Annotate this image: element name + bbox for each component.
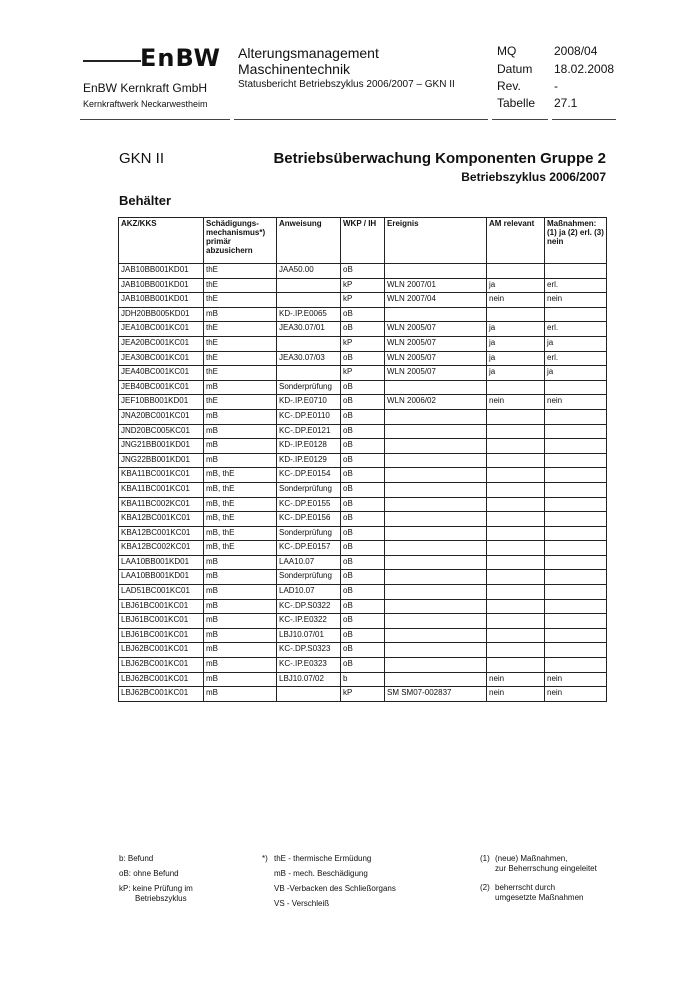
legend-befund: b: Befund [119,854,154,863]
col-header-wkp: WKP / IH [341,218,385,264]
cell-measures [545,658,607,673]
table-row [119,322,607,337]
cell-akz: JEA40BC001KC01 [119,366,204,381]
cell-mechanism: thE [204,395,277,410]
cell-event: WLN 2005/07 [385,322,487,337]
cell-mechanism: mB, thE [204,541,277,556]
legend-the: thE - thermische Ermüdung [274,854,372,863]
cell-akz: LBJ62BC001KC01 [119,687,204,702]
cell-event [385,643,487,658]
table-row [119,293,607,308]
meta-label-rev: Rev. [497,79,521,93]
cell-instruction: KC-.DP.S0322 [277,599,341,614]
cell-mechanism: mB, thE [204,526,277,541]
cell-mechanism: mB [204,380,277,395]
cell-akz: LAA10BB001KD01 [119,570,204,585]
table-row [119,380,607,395]
cell-mechanism: mB [204,585,277,600]
cell-akz: LBJ62BC001KC01 [119,643,204,658]
cell-wkp: oB [341,541,385,556]
table-row [119,497,607,512]
legend-measure-1-line1: (neue) Maßnahmen, [495,854,568,863]
cell-measures: ja [545,336,607,351]
table-row [119,555,607,570]
cell-wkp: b [341,672,385,687]
cell-akz: JAB10BB001KD01 [119,293,204,308]
meta-value-mq: 2008/04 [554,44,598,58]
cell-event [385,570,487,585]
legend-measure-1-num: (1) [480,854,490,863]
cell-akz: LBJ62BC001KC01 [119,672,204,687]
table-row [119,541,607,556]
cell-am-relevant [487,439,545,454]
doc-title-line1: Alterungsmanagement [238,45,379,61]
cell-instruction [277,687,341,702]
cell-instruction: Sonderprüfung [277,570,341,585]
cell-am-relevant [487,264,545,279]
cell-mechanism: mB [204,424,277,439]
cell-am-relevant [487,643,545,658]
table-row [119,614,607,629]
cell-wkp: oB [341,453,385,468]
cell-am-relevant [487,497,545,512]
cell-event [385,658,487,673]
cell-mechanism: thE [204,351,277,366]
cell-event [385,497,487,512]
table-row [119,672,607,687]
legend-measure-2-line2: umgesetzte Maßnahmen [495,893,584,902]
cell-am-relevant [487,512,545,527]
cell-event [385,672,487,687]
cell-am-relevant: ja [487,322,545,337]
cell-mechanism: mB [204,672,277,687]
cell-instruction [277,293,341,308]
cell-mechanism: mB [204,307,277,322]
cell-wkp: oB [341,643,385,658]
cell-instruction: KC-.DP.E0156 [277,512,341,527]
cell-event: SM SM07-002837 [385,687,487,702]
header-rule-left [80,119,230,120]
cell-wkp: kP [341,366,385,381]
cell-wkp: oB [341,264,385,279]
table-row [119,599,607,614]
cell-am-relevant: nein [487,293,545,308]
cell-instruction: JEA30.07/03 [277,351,341,366]
header-rule-mid [234,119,488,120]
table-row [119,336,607,351]
table-row [119,366,607,381]
cell-mechanism: thE [204,336,277,351]
cell-instruction: JEA30.07/01 [277,322,341,337]
cell-measures [545,614,607,629]
meta-label-mq: MQ [497,44,517,58]
cell-mechanism: mB [204,439,277,454]
cell-event: WLN 2006/02 [385,395,487,410]
cell-instruction: KC-.IP.E0323 [277,658,341,673]
cell-mechanism: mB, thE [204,497,277,512]
cell-measures: nein [545,687,607,702]
table-row [119,468,607,483]
cell-wkp: oB [341,322,385,337]
legend-mb: mB - mech. Beschädigung [274,869,368,878]
cell-mechanism: mB, thE [204,468,277,483]
cell-mechanism: mB [204,658,277,673]
cell-akz: JND20BC005KC01 [119,424,204,439]
legend-measure-2-line1: beherrscht durch [495,883,556,892]
cell-instruction: KC-.DP.E0110 [277,409,341,424]
site-name: Kernkraftwerk Neckarwestheim [83,99,208,109]
cell-mechanism: mB, thE [204,512,277,527]
cell-instruction: KC-.DP.E0157 [277,541,341,556]
cell-am-relevant: nein [487,395,545,410]
cell-am-relevant [487,599,545,614]
cell-event [385,468,487,483]
cell-mechanism: mB [204,614,277,629]
col-header-measures: Maßnahmen: (1) ja (2) erl. (3) nein [545,218,607,264]
cell-mechanism: mB [204,687,277,702]
cell-instruction: LAD10.07 [277,585,341,600]
cell-measures [545,555,607,570]
meta-value-rev: - [554,79,558,93]
table-row [119,687,607,702]
header-rule-right2 [552,119,616,120]
meta-label-datum: Datum [497,62,533,76]
cell-measures [545,541,607,556]
cell-am-relevant [487,555,545,570]
table-row [119,264,607,279]
cell-measures [545,482,607,497]
cell-event [385,409,487,424]
header-rule-right1 [492,119,548,120]
table-row [119,395,607,410]
cell-event [385,439,487,454]
table-row [119,526,607,541]
cell-am-relevant [487,453,545,468]
cell-am-relevant [487,614,545,629]
cell-event [385,307,487,322]
legend-vb: VB -Verbacken des Schließorgans [274,884,396,893]
cell-measures [545,264,607,279]
meta-value-datum: 18.02.2008 [554,62,615,76]
legend-measure-1-line2: zur Beherrschung eingeleitet [495,864,597,873]
table-row [119,585,607,600]
cell-instruction: Sonderprüfung [277,380,341,395]
cell-instruction: LBJ10.07/02 [277,672,341,687]
cell-instruction: KC-.IP.E0322 [277,614,341,629]
cell-wkp: oB [341,555,385,570]
cell-wkp: kP [341,687,385,702]
cell-instruction: KD-.IP.E0065 [277,307,341,322]
cell-mechanism: thE [204,278,277,293]
cell-measures: nein [545,395,607,410]
cell-akz: JAB10BB001KD01 [119,278,204,293]
cell-wkp: oB [341,614,385,629]
table-row [119,570,607,585]
cell-akz: LBJ61BC001KC01 [119,628,204,643]
cell-measures [545,468,607,483]
cell-measures [545,380,607,395]
cell-event [385,380,487,395]
col-header-instruction: Anweisung [277,218,341,264]
cell-am-relevant [487,409,545,424]
cell-measures: nein [545,672,607,687]
cell-measures [545,497,607,512]
cell-wkp: oB [341,380,385,395]
cycle-label: Betriebszyklus 2006/2007 [461,170,606,184]
cell-measures [545,526,607,541]
table-row [119,409,607,424]
cell-wkp: oB [341,512,385,527]
table-row [119,453,607,468]
cell-instruction: KD-.IP.E0129 [277,453,341,468]
enbw-logo: EnBW [140,44,221,72]
doc-subtitle: Statusbericht Betriebszyklus 2006/2007 – GKN II [238,79,455,90]
cell-akz: KBA12BC001KC01 [119,512,204,527]
table-row [119,307,607,322]
table-row [119,351,607,366]
legend-vs: VS - Verschleiß [274,899,330,908]
cell-akz: LAD51BC001KC01 [119,585,204,600]
cell-am-relevant [487,468,545,483]
cell-am-relevant: nein [487,672,545,687]
cell-am-relevant: ja [487,278,545,293]
unit-label: GKN II [119,150,165,167]
table-row [119,658,607,673]
cell-measures: erl. [545,322,607,337]
cell-mechanism: thE [204,264,277,279]
cell-akz: JEA20BC001KC01 [119,336,204,351]
legend-keine-pruefung: kP: keine Prüfung im [119,884,193,893]
cell-event: WLN 2005/07 [385,351,487,366]
cell-akz: JNG21BB001KD01 [119,439,204,454]
cell-akz: KBA11BC001KC01 [119,468,204,483]
cell-akz: JEB40BC001KC01 [119,380,204,395]
cell-event [385,614,487,629]
cell-mechanism: mB [204,628,277,643]
cell-instruction: KC-.DP.E0154 [277,468,341,483]
components-table [118,217,607,702]
legend-measure-2-num: (2) [480,883,490,892]
cell-akz: LAA10BB001KD01 [119,555,204,570]
cell-mechanism: thE [204,322,277,337]
cell-wkp: oB [341,599,385,614]
cell-wkp: oB [341,628,385,643]
cell-measures [545,628,607,643]
cell-akz: JNG22BB001KD01 [119,453,204,468]
cell-akz: JDH20BB005KD01 [119,307,204,322]
cell-mechanism: mB [204,453,277,468]
cell-instruction: LBJ10.07/01 [277,628,341,643]
company-name: EnBW Kernkraft GmbH [83,81,208,95]
cell-am-relevant [487,628,545,643]
cell-mechanism: thE [204,366,277,381]
cell-measures: erl. [545,351,607,366]
cell-event: WLN 2005/07 [385,366,487,381]
cell-akz: KBA12BC001KC01 [119,526,204,541]
cell-am-relevant: ja [487,366,545,381]
cell-am-relevant: nein [487,687,545,702]
cell-akz: KBA11BC001KC01 [119,482,204,497]
cell-akz: JNA20BC001KC01 [119,409,204,424]
cell-wkp: oB [341,585,385,600]
table-row [119,482,607,497]
cell-am-relevant: ja [487,336,545,351]
cell-instruction [277,336,341,351]
cell-am-relevant [487,380,545,395]
table-row [119,628,607,643]
cell-akz: KBA11BC002KC01 [119,497,204,512]
cell-wkp: oB [341,409,385,424]
table-row [119,439,607,454]
col-header-event: Ereignis [385,218,487,264]
cell-event [385,541,487,556]
cell-wkp: kP [341,293,385,308]
cell-measures [545,439,607,454]
cell-am-relevant: ja [487,351,545,366]
cell-mechanism: mB [204,570,277,585]
cell-measures [545,643,607,658]
cell-instruction: KC-.DP.S0323 [277,643,341,658]
cell-mechanism: mB [204,409,277,424]
table-row [119,278,607,293]
cell-akz: JEF10BB001KD01 [119,395,204,410]
page-title: Betriebsüberwachung Komponenten Gruppe 2 [273,150,606,167]
cell-event [385,555,487,570]
logo-bar [83,60,141,62]
cell-am-relevant [487,570,545,585]
cell-akz: LBJ61BC001KC01 [119,614,204,629]
cell-measures [545,307,607,322]
cell-wkp: oB [341,658,385,673]
cell-event: WLN 2007/04 [385,293,487,308]
cell-measures [545,570,607,585]
cell-event: WLN 2007/01 [385,278,487,293]
cell-wkp: oB [341,468,385,483]
cell-event [385,512,487,527]
cell-wkp: oB [341,351,385,366]
cell-wkp: kP [341,336,385,351]
cell-event [385,628,487,643]
cell-measures [545,409,607,424]
cell-instruction: KD-.IP.E0710 [277,395,341,410]
col-header-mechanism: Schädigungs-mechanismus*) primär abzusichern [204,218,277,264]
meta-label-tabelle: Tabelle [497,96,536,110]
cell-instruction: KC-.DP.E0121 [277,424,341,439]
cell-instruction [277,366,341,381]
cell-mechanism: thE [204,293,277,308]
cell-am-relevant [487,424,545,439]
legend-footnote-marker: *) [262,854,268,863]
cell-wkp: oB [341,307,385,322]
cell-wkp: oB [341,395,385,410]
section-heading: Behälter [119,193,172,208]
cell-am-relevant [487,585,545,600]
cell-event [385,526,487,541]
table-body [119,264,607,702]
cell-measures: ja [545,366,607,381]
cell-wkp: oB [341,570,385,585]
meta-value-tabelle: 27.1 [554,96,578,110]
cell-akz: KBA12BC002KC01 [119,541,204,556]
legend-keine-pruefung-cont: Betriebszyklus [135,894,187,903]
cell-event [385,599,487,614]
cell-am-relevant [487,658,545,673]
cell-mechanism: mB, thE [204,482,277,497]
cell-measures [545,512,607,527]
table-row [119,643,607,658]
cell-am-relevant [487,526,545,541]
cell-instruction: KC-.DP.E0155 [277,497,341,512]
cell-mechanism: mB [204,643,277,658]
cell-event [385,585,487,600]
table-row [119,512,607,527]
table-header-row [119,218,607,264]
cell-akz: JEA30BC001KC01 [119,351,204,366]
cell-measures [545,585,607,600]
cell-instruction [277,278,341,293]
cell-wkp: kP [341,278,385,293]
cell-instruction: JAA50.00 [277,264,341,279]
cell-measures: erl. [545,278,607,293]
cell-event [385,264,487,279]
cell-instruction: Sonderprüfung [277,482,341,497]
cell-instruction: Sonderprüfung [277,526,341,541]
cell-wkp: oB [341,497,385,512]
cell-akz: JEA10BC001KC01 [119,322,204,337]
cell-akz: LBJ61BC001KC01 [119,599,204,614]
cell-am-relevant [487,482,545,497]
cell-instruction: KD-.IP.E0128 [277,439,341,454]
legend-ohne-befund: oB: ohne Befund [119,869,179,878]
doc-title-line2: Maschinentechnik [238,61,351,77]
cell-measures [545,599,607,614]
cell-event: WLN 2005/07 [385,336,487,351]
cell-measures [545,424,607,439]
cell-am-relevant [487,541,545,556]
cell-measures [545,453,607,468]
cell-measures: nein [545,293,607,308]
cell-instruction: LAA10.07 [277,555,341,570]
cell-wkp: oB [341,526,385,541]
cell-akz: JAB10BB001KD01 [119,264,204,279]
table-row [119,424,607,439]
cell-event [385,482,487,497]
cell-event [385,453,487,468]
col-header-akz: AKZ/KKS [119,218,204,264]
cell-wkp: oB [341,439,385,454]
cell-event [385,424,487,439]
cell-am-relevant [487,307,545,322]
col-header-am-relevant: AM relevant [487,218,545,264]
cell-akz: LBJ62BC001KC01 [119,658,204,673]
cell-wkp: oB [341,482,385,497]
cell-wkp: oB [341,424,385,439]
cell-mechanism: mB [204,599,277,614]
cell-mechanism: mB [204,555,277,570]
